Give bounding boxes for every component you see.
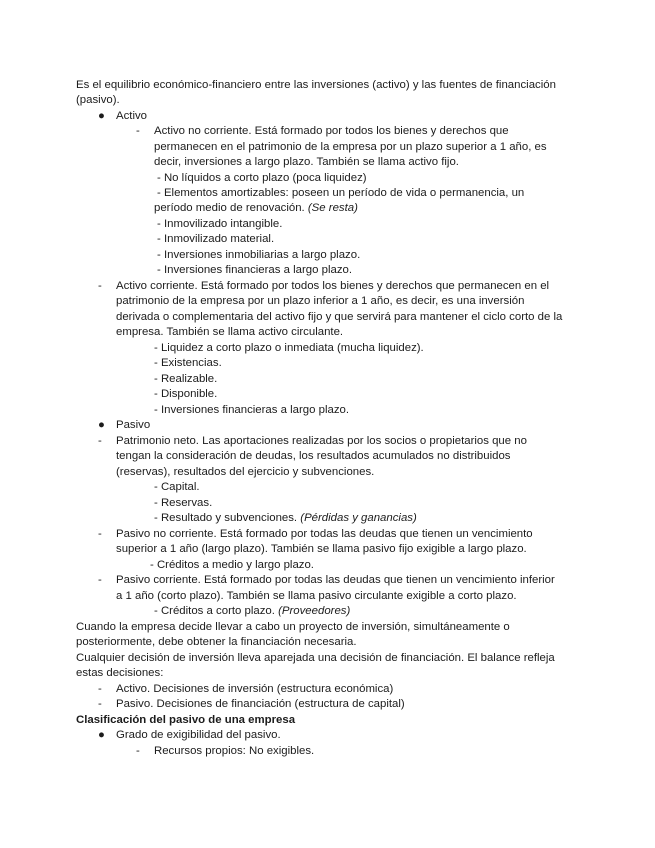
dash-marker: -: [98, 528, 102, 540]
intro-line-2: (pasivo).: [76, 94, 120, 106]
inversiones-inmobiliarias-item: - Inversiones inmobiliarias a largo plazo.: [157, 249, 361, 261]
pasivo-no-corriente-line-1: Pasivo no corriente. Está formado por todas las deudas que tienen un vencimiento: [116, 528, 533, 540]
section-heading-clasificacion: Clasificación del pasivo de una empresa: [76, 714, 296, 726]
creditos-corto-text: - Créditos a corto plazo.: [154, 605, 275, 617]
se-resta-note: (Se resta): [307, 202, 358, 214]
liquidez-item: - Liquidez a corto plazo o inmediata (mucha liquidez).: [154, 342, 424, 354]
capital-item: - Capital.: [154, 481, 200, 493]
resultado-text: - Resultado y subvenciones.: [154, 512, 298, 524]
patrimonio-neto-line-3: (reservas), resultados del ejercicio y subvenciones.: [116, 466, 375, 478]
disponible-item: - Disponible.: [154, 388, 218, 400]
proveedores-note: (Proveedores): [278, 605, 351, 617]
dash-marker: -: [98, 698, 102, 710]
dash-marker: -: [136, 745, 140, 757]
inmovilizado-intangible-item: - Inmovilizado intangible.: [157, 218, 283, 230]
bullet-marker: ●: [98, 419, 105, 431]
realizable-item: - Realizable.: [154, 373, 218, 385]
paragraph-decision-line-2: estas decisiones:: [76, 667, 164, 679]
pasivo-no-corriente-line-2: superior a 1 año (largo plazo). También se llama pasivo fijo exigible a largo plazo.: [116, 543, 527, 555]
elementos-amortizables-item: - Elementos amortizables: poseen un período de vida o permanencia, un: [157, 187, 525, 199]
patrimonio-neto-line-1: Patrimonio neto. Las aportaciones realizadas por los socios o propietarios que no: [116, 435, 527, 447]
pasivo-corriente-line-2: a 1 año (corto plazo). También se llama pasivo circulante exigible a corto plazo.: [116, 590, 517, 602]
heading-activo: Activo: [116, 110, 148, 122]
decision-activo-item: Activo. Decisiones de inversión (estructura económica): [116, 683, 394, 695]
inversiones-financieras-item: - Inversiones financieras a largo plazo.: [157, 264, 353, 276]
heading-pasivo: Pasivo: [116, 419, 151, 431]
grado-exigibilidad-item: Grado de exigibilidad del pasivo.: [116, 729, 281, 741]
creditos-corto-line: [154, 604, 350, 619]
activo-corriente-line-2: patrimonio de la empresa por un plazo inferior a 1 año, es decir, es una inversión: [116, 295, 525, 307]
inmovilizado-material-item: - Inmovilizado material.: [157, 233, 275, 245]
dash-marker: -: [98, 435, 102, 447]
dash-marker: -: [136, 125, 140, 137]
creditos-medio-largo-item: - Créditos a medio y largo plazo.: [150, 559, 314, 571]
activo-corriente-line-4: empresa. También se llama activo circulante.: [116, 326, 344, 338]
decision-pasivo-item: Pasivo. Decisiones de financiación (estructura de capital): [116, 698, 405, 710]
reservas-item: - Reservas.: [154, 497, 213, 509]
intro-line-1: Es el equilibrio económico-financiero entre las inversiones (activo) y las fuentes de financiación: [76, 79, 556, 91]
resultado-line: [154, 511, 417, 526]
inversiones-financieras-corriente-item: - Inversiones financieras a largo plazo.: [154, 404, 350, 416]
pasivo-corriente-line-1: Pasivo corriente. Está formado por todas las deudas que tienen un vencimiento inferior: [116, 574, 555, 586]
activo-no-corriente-line-3: decir, inversiones a largo plazo. También se llama activo fijo.: [154, 156, 459, 168]
activo-no-corriente-line-2: permanecen en el patrimonio de la empresa por un plazo superior a 1 año, es: [154, 141, 547, 153]
existencias-item: - Existencias.: [154, 357, 222, 369]
perdidas-ganancias-note: (Pérdidas y ganancias): [300, 512, 417, 524]
patrimonio-neto-line-2: tengan la consideración de deudas, los resultados acumulados no distribuidos: [116, 450, 511, 462]
bullet-marker: ●: [98, 729, 105, 741]
dash-marker: -: [98, 574, 102, 586]
recursos-propios-item: Recursos propios: No exigibles.: [154, 745, 315, 757]
paragraph-proyecto-line-2: posteriormente, debe obtener la financiación necesaria.: [76, 636, 357, 648]
periodo-renovacion-line: [154, 201, 358, 216]
bullet-marker: ●: [98, 110, 105, 122]
dash-marker: -: [98, 280, 102, 292]
activo-no-corriente-line-1: Activo no corriente. Está formado por todos los bienes y derechos que: [154, 125, 509, 137]
activo-corriente-line-3: derivada o complementaria del activo fijo y que servirá para mantener el ciclo corto de la: [116, 311, 563, 323]
periodo-renovacion-text: período medio de renovación.: [154, 202, 305, 214]
paragraph-decision-line-1: Cualquier decisión de inversión lleva aparejada una decisión de financiación. El balance refleja: [76, 652, 555, 664]
no-liquidos-item: - No líquidos a corto plazo (poca liquidez): [157, 172, 367, 184]
dash-marker: -: [98, 683, 102, 695]
activo-corriente-line-1: Activo corriente. Está formado por todos los bienes y derechos que permanecen en el: [116, 280, 550, 292]
paragraph-proyecto-line-1: Cuando la empresa decide llevar a cabo un proyecto de inversión, simultáneamente o: [76, 621, 510, 633]
